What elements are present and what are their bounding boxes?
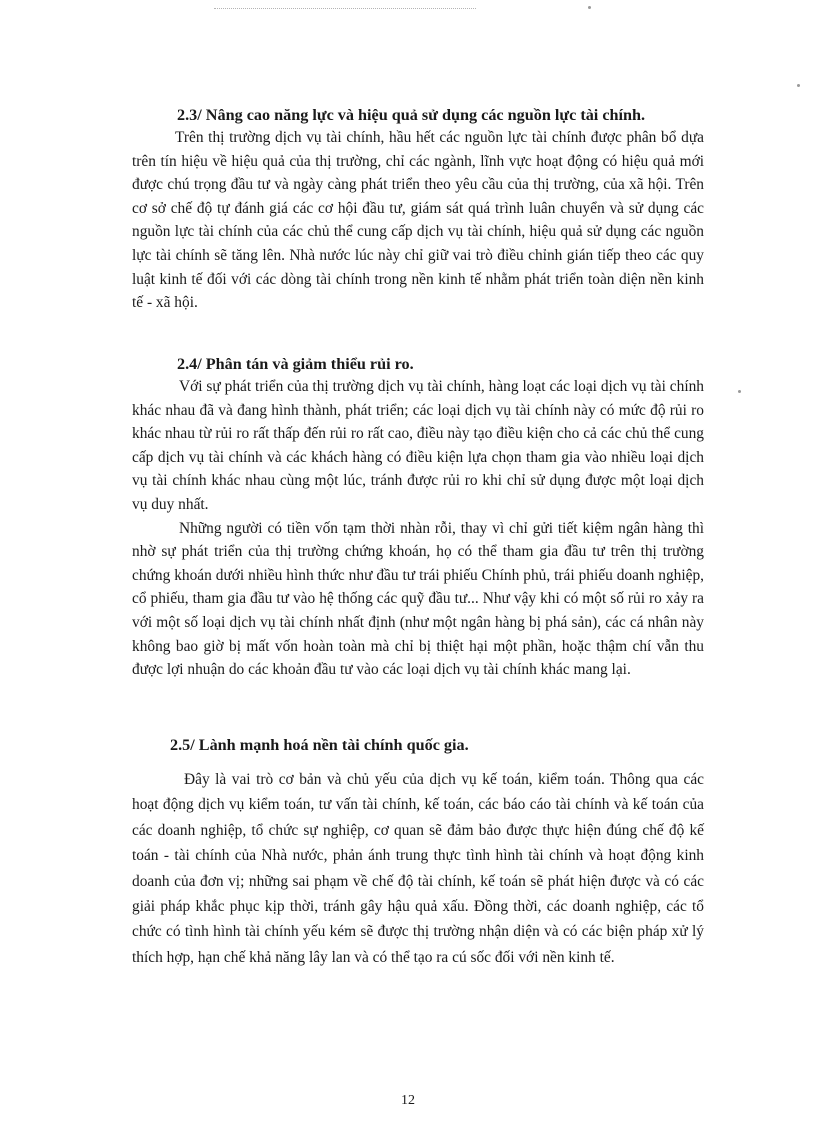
body-paragraph: Trên thị trường dịch vụ tài chính, hầu hết các nguồn lực tài chính được phân bổ dựa trên tín hiệu về hiệu quả của thị trường, chỉ các ngành, lĩnh vực hoạt động có hiệu quả mới được chú trọng đầu tư và ngày càng phát triển theo yêu cầu của thị trường, của xã hội. Trên cơ sở chế độ tự đánh giá các cơ hội đầu tư, giám sát quá trình luân chuyển và sử dụng các nguồn lực tài chính của các chủ thể cung cấp dịch vụ tài chính, hiệu quả sử dụng các nguồn lực tài chính sẽ tăng lên. Nhà nước lúc này chỉ giữ vai trò điều chỉnh gián tiếp theo các quy luật kinh tế đối với các dòng tài chính trong nền kinh tế nhằm phát triển toàn diện nền kinh tế - xã hội. xyxy=(132,129,704,312)
scan-artifact-dot xyxy=(797,84,800,87)
scan-artifact-line xyxy=(214,8,476,9)
section-heading: 2.4/ Phân tán và giảm thiểu rủi ro. xyxy=(177,355,414,373)
scan-artifact-dot xyxy=(738,390,741,393)
scan-artifact-dot xyxy=(588,6,591,9)
body-paragraph: Với sự phát triển của thị trường dịch vụ tài chính, hàng loạt các loại dịch vụ tài chính khác nhau đã và đang hình thành, phát triển; các loại dịch vụ tài chính này có mức độ rủi ro khác nhau từ rủi ro rất thấp đến rủi ro rất cao, điều này tạo điều kiện cho cả các chủ thể cung cấp dịch vụ tài chính và các khách hàng có điều kiện lựa chọn tham gia vào nhiều loại dịch vụ tài chính khác nhau cùng một lúc, tránh được rủi ro khi chỉ sử dụng được một loại dịch vụ duy nhất. xyxy=(132,378,704,513)
section-2-3 xyxy=(132,104,704,315)
body-paragraph: Những người có tiền vốn tạm thời nhàn rỗi, thay vì chỉ gửi tiết kiệm ngân hàng thì nhờ sự phát triển của thị trường chứng khoán, họ có thể tham gia đầu tư trên thị trường chứng khoán dưới nhiều hình thức như đầu tư trái phiếu Chính phủ, trái phiếu doanh nghiệp, cổ phiếu, tham gia đầu tư vào hệ thống các quỹ đầu tư... Như vậy khi có một số rủi ro xảy ra với một số loại dịch vụ tài chính nhất định (như một ngân hàng bị phá sản), các cá nhân này không bao giờ bị mất vốn hoàn toàn mà chỉ bị thiệt hại một phần, hoặc thậm chí vẫn thu được lợi nhuận do các khoản đầu tư vào các loại dịch vụ tài chính khác mang lại. xyxy=(132,519,704,679)
section-2-4 xyxy=(132,353,704,682)
body-paragraph: Đây là vai trò cơ bản và chủ yếu của dịch vụ kế toán, kiểm toán. Thông qua các hoạt động dịch vụ kiểm toán, tư vấn tài chính, kế toán, các báo cáo tài chính và kế toán của các doanh nghiệp, tổ chức sự nghiệp, cơ quan sẽ đảm bảo được thực hiện đúng chế độ kế toán - tài chính của Nhà nước, phản ánh trung thực tình hình tài chính và hoạt động kinh doanh của đơn vị; những sai phạm về chế độ tài chính, kế toán sẽ phát hiện được và có các giải pháp khắc phục kịp thời, tránh gây hậu quả xấu. Đồng thời, các doanh nghiệp, các tổ chức có tình hình tài chính yếu kém sẽ được thị trường nhận diện và có các biện pháp xử lý thích hợp, hạn chế khả năng lây lan và có thể tạo ra cú sốc đối với nền kinh tế. xyxy=(132,771,704,966)
section-2-5 xyxy=(132,734,704,970)
page-number: 12 xyxy=(401,1093,415,1108)
section-heading: 2.3/ Nâng cao năng lực và hiệu quả sử dụng các nguồn lực tài chính. xyxy=(177,106,646,124)
section-heading: 2.5/ Lành mạnh hoá nền tài chính quốc gia. xyxy=(170,736,469,754)
